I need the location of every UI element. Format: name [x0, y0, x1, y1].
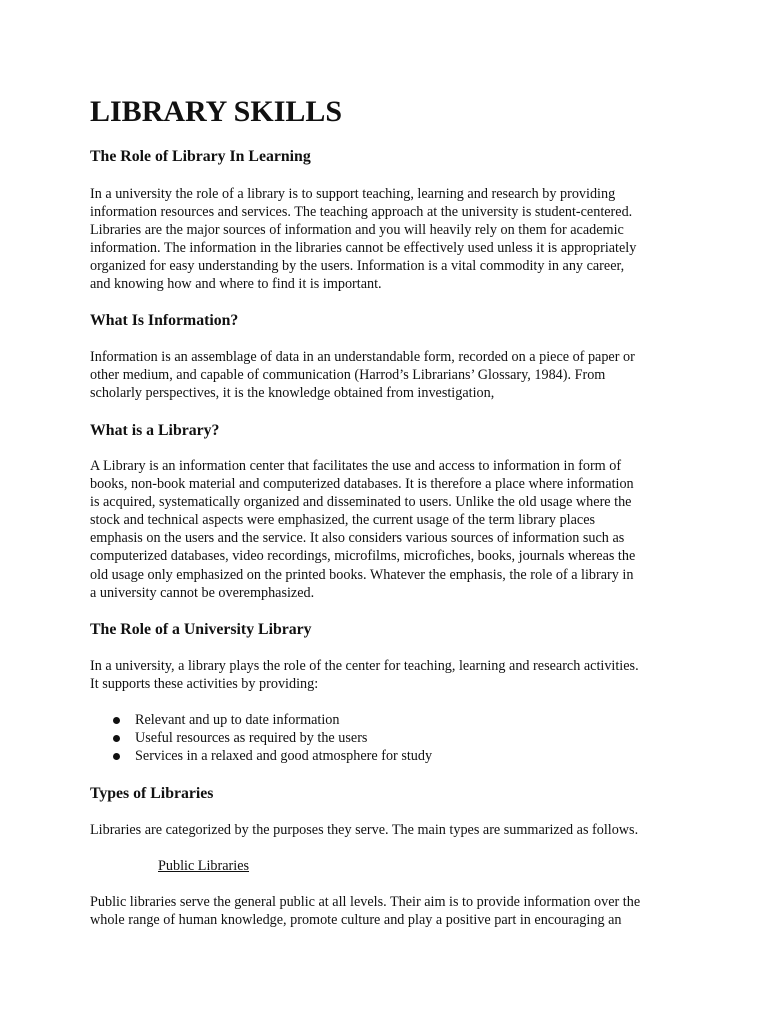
section-paragraph-what-is-information: [90, 348, 680, 402]
list-item-text: Relevant and up to date information: [135, 712, 340, 728]
section-paragraph-types-of-libraries: [90, 821, 680, 839]
section-heading-what-is-a-library: What is a Library?: [90, 422, 220, 439]
paragraph-line: Libraries are categorized by the purposes they serve. The main types are summarized as follows.: [90, 822, 639, 838]
paragraph-line: computerized databases, video recordings, microfilms, microfiches, books, journals whereas the: [90, 548, 636, 565]
list-item-text: Services in a relaxed and good atmosphere for study: [135, 748, 433, 765]
paragraph-line: is acquired, systematically organized and disseminated to users. Unlike the old usage where the: [90, 494, 632, 511]
paragraph-line: scholarly perspectives, it is the knowledge obtained from investigation,: [90, 385, 495, 402]
section-heading-role-of-library: The Role of Library In Learning: [90, 148, 311, 165]
paragraph-line: information. The information in the libraries cannot be effectively used unless it is appropriately: [90, 240, 637, 257]
list-item: [90, 729, 432, 747]
document-title: LIBRARY SKILLS: [90, 95, 343, 128]
section-paragraph-role-of-library: [90, 185, 680, 294]
list-item-text: Useful resources as required by the users: [135, 730, 368, 747]
paragraph-line: old usage only emphasized on the printed books. Whatever the emphasis, the role of a library in: [90, 566, 634, 583]
paragraph-line: information resources and services. The teaching approach at the university is student-centered.: [90, 204, 633, 221]
paragraph-line: a university cannot be overemphasized.: [90, 584, 315, 601]
paragraph-line: stock and technical aspects were emphasized, the current usage of the term library places: [90, 512, 596, 529]
paragraph-line: emphasis on the users and the service. It also considers various sources of information such as: [90, 530, 625, 547]
paragraph-line: Information is an assemblage of data in an understandable form, recorded on a piece of paper or: [90, 349, 635, 365]
bullet-list: [90, 711, 432, 765]
paragraph-line: In a university the role of a library is to support teaching, learning and research by providing: [90, 186, 616, 202]
paragraph-line: In a university, a library plays the role of the center for teaching, learning and research activities.: [90, 658, 639, 674]
paragraph-line: A Library is an information center that facilitates the use and access to information in form of: [90, 458, 622, 474]
list-item: [90, 711, 432, 729]
bullet-icon: [113, 735, 120, 742]
paragraph-line: and knowing how and where to find it is important.: [90, 276, 382, 293]
paragraph-line: organized for easy understanding by the users. Information is a vital commodity in any career,: [90, 258, 625, 275]
paragraph-line: books, non-book material and computerized databases. It is therefore a place where information: [90, 476, 634, 493]
section-heading-what-is-information: What Is Information?: [90, 312, 239, 329]
section-heading-types-of-libraries: Types of Libraries: [90, 785, 214, 802]
paragraph-line: It supports these activities by providing:: [90, 676, 319, 693]
section-heading-role-of-university-library: The Role of a University Library: [90, 621, 312, 638]
paragraph-line: Libraries are the major sources of information and you will heavily rely on them for academic: [90, 222, 624, 239]
paragraph-line: whole range of human knowledge, promote culture and play a positive part in encouraging an: [90, 912, 622, 929]
paragraph-line: other medium, and capable of communication (Harrod’s Librarians’ Glossary, 1984). From: [90, 367, 606, 384]
public-libraries-link[interactable]: Public Libraries: [158, 858, 250, 874]
paragraph-line: Public libraries serve the general public at all levels. Their aim is to provide information over the: [90, 894, 641, 910]
section-paragraph-role-of-university-library: [90, 657, 680, 693]
section-paragraph-what-is-a-library: [90, 457, 680, 602]
bullet-icon: [113, 717, 120, 724]
list-item: [90, 747, 432, 765]
section-paragraph-public-libraries: [90, 893, 680, 929]
bullet-icon: [113, 753, 120, 760]
